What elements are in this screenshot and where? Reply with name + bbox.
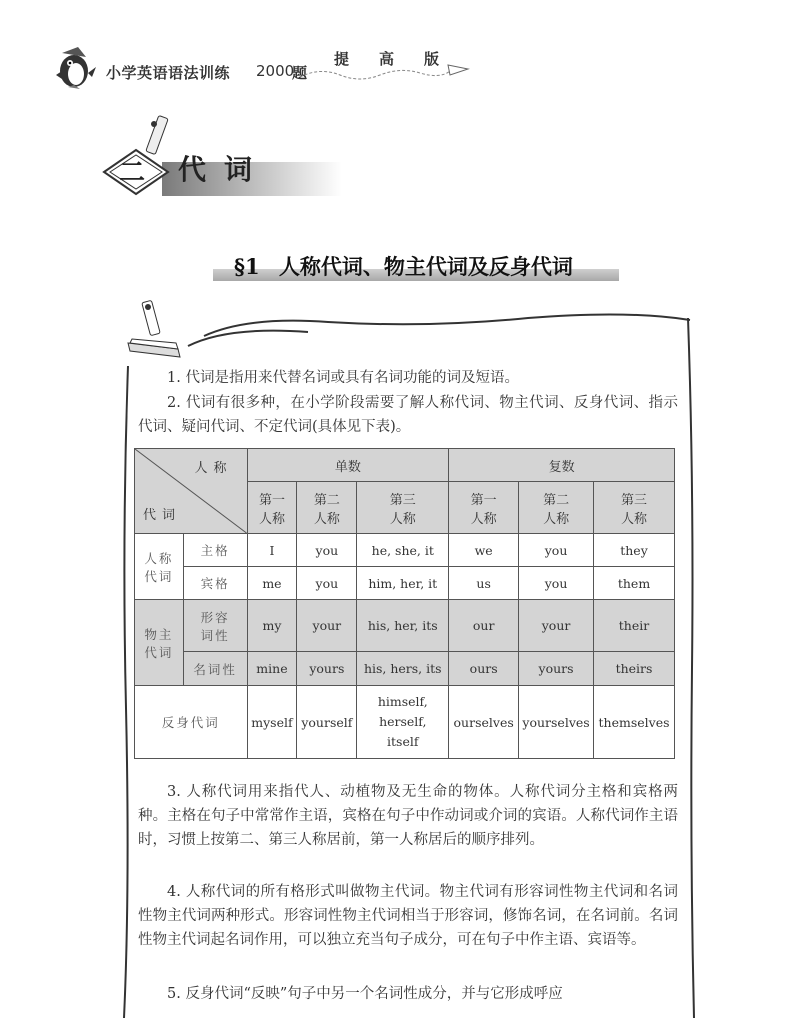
table-cell: ourselves bbox=[449, 686, 519, 759]
person-header: 第二人称 bbox=[519, 482, 594, 534]
table-cell: you bbox=[297, 534, 357, 567]
table-cell: yourselves bbox=[519, 686, 594, 759]
paragraph-2: 2. 代词有很多种，在小学阶段需要了解人称代词、物主代词、反身代词、指示代词、疑问代词、不定代词(具体见下表)。 bbox=[138, 395, 678, 435]
table-cell: his, hers, its bbox=[357, 652, 449, 686]
person-header: 第三人称 bbox=[357, 482, 449, 534]
group-reflexive: 反身代词 bbox=[135, 686, 248, 759]
table-cell: ours bbox=[449, 652, 519, 686]
person-header: 第三人称 bbox=[594, 482, 675, 534]
table-cell: my bbox=[247, 600, 297, 652]
section-heading bbox=[234, 251, 573, 281]
section-title-text: 人称代词、物主代词及反身代词 bbox=[278, 254, 573, 279]
table-cell: mine bbox=[247, 652, 297, 686]
person-header: 第一人称 bbox=[449, 482, 519, 534]
paragraph-5: 5. 反身代词“反映”句子中另一个名词性成分，并与它形成呼应 bbox=[167, 986, 563, 1002]
series-number: 2000 bbox=[256, 62, 295, 80]
series-suffix: 题 bbox=[292, 64, 308, 82]
table-cell: him, her, it bbox=[357, 567, 449, 600]
case-objective: 宾格 bbox=[183, 567, 247, 600]
paragraph-1: 1. 代词是指用来代替名词或具有名词功能的词及短语。 bbox=[167, 370, 519, 386]
table-cell: us bbox=[449, 567, 519, 600]
person-header: 第二人称 bbox=[297, 482, 357, 534]
table-cell: your bbox=[297, 600, 357, 652]
table-cell: our bbox=[449, 600, 519, 652]
person-header: 第一人称 bbox=[247, 482, 297, 534]
case-adjective: 形容词性 bbox=[183, 600, 247, 652]
table-cell: themselves bbox=[594, 686, 675, 759]
table-cell: them bbox=[594, 567, 675, 600]
paragraph-4: 4. 人称代词的所有格形式叫做物主代词。物主代词有形容词性物主代词和名词性物主代词两种形式。形容词性物主代词相当于形容词，修饰名词，在名词前。名词性物主代词起名词作用，可以独立充当句子成分，可在句子中作主语、宾语等。 bbox=[138, 884, 678, 948]
edition-label: 提高版 bbox=[334, 50, 470, 68]
table-cell: you bbox=[519, 534, 594, 567]
chapter-title: 代词 bbox=[178, 153, 271, 186]
case-noun: 名词性 bbox=[183, 652, 247, 686]
case-nominative: 主格 bbox=[183, 534, 247, 567]
table-cell: you bbox=[519, 567, 594, 600]
chapter-number: 二 bbox=[119, 158, 146, 188]
table-cell: his, her, its bbox=[357, 600, 449, 652]
table-cell: me bbox=[247, 567, 297, 600]
table-cell: yours bbox=[519, 652, 594, 686]
table-cell: I bbox=[247, 534, 297, 567]
table-cell: we bbox=[449, 534, 519, 567]
table-cell: he, she, it bbox=[357, 534, 449, 567]
table-cell: you bbox=[297, 567, 357, 600]
table-cell: your bbox=[519, 600, 594, 652]
section-label: §1 bbox=[234, 254, 260, 279]
table-cell: theirs bbox=[594, 652, 675, 686]
table-cell: yours bbox=[297, 652, 357, 686]
table-cell: they bbox=[594, 534, 675, 567]
corner-person-label: 人称 bbox=[194, 461, 233, 476]
corner-pronoun-label: 代词 bbox=[143, 508, 182, 523]
pronoun-table bbox=[134, 448, 675, 759]
paragraph-3: 3. 人称代词用来指代人、动植物及无生命的物体。人称代词分主格和宾格两种。主格在句子中常常作主语，宾格在句子中作动词或介词的宾语。人称代词作主语时，习惯上按第二、第三人称居前，第一人称居后的顺序排列。 bbox=[138, 784, 678, 848]
penguin-mascot-icon bbox=[48, 45, 100, 91]
table-cell: myself bbox=[247, 686, 297, 759]
table-cell: himself, herself, itself bbox=[357, 686, 449, 759]
singular-header: 单数 bbox=[247, 449, 449, 482]
group-possessive: 物主代词 bbox=[135, 600, 184, 686]
table-cell: their bbox=[594, 600, 675, 652]
group-personal: 人称代词 bbox=[135, 534, 184, 600]
table-cell: yourself bbox=[297, 686, 357, 759]
plural-header: 复数 bbox=[449, 449, 675, 482]
table-corner-cell bbox=[135, 449, 248, 534]
series-title: 小学英语语法训练 bbox=[106, 64, 231, 82]
